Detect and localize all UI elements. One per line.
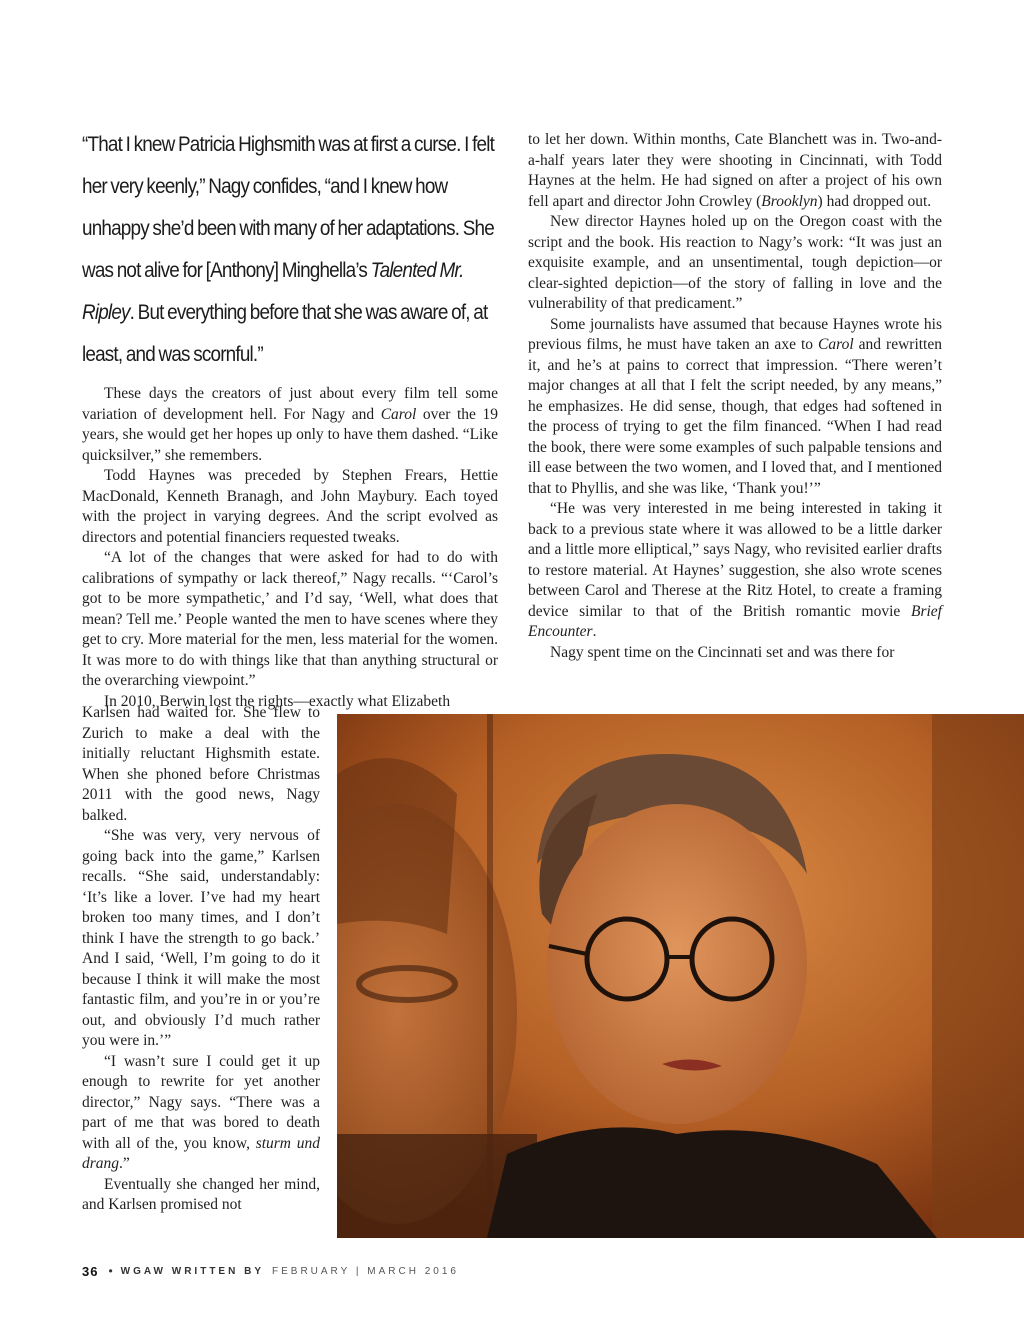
paragraph: Todd Haynes was preceded by Stephen Frears, Hettie MacDonald, Kenneth Branagh, and John Maybury. Each toyed with the project in varying degrees. And the script evolved as directors and potential financiers requested tweaks. <box>82 467 498 546</box>
paragraph: “He was very interested in me being interested in taking it back to a previous state where it was allowed to be a little darker and a little more elliptical,” says Nagy, who revisited earlier drafts to restore material. At Haynes’ suggestion, she also wrote scenes between Carol and Therese at the Ritz Hotel, to create a framing device similar to that of the British romantic movie Brief Encounter. <box>528 500 942 640</box>
portrait-photo <box>337 714 1024 1238</box>
paragraph: Karlsen had waited for. She flew to Zurich to make a deal with the initially reluctant Highsmith estate. When she phoned before Christmas 2011 with the good news, Nagy balked. <box>82 704 320 824</box>
footer-bullet: • <box>108 1264 113 1278</box>
paragraph: “She was very, very nervous of going back into the game,” Karlsen recalls. “She said, understandably: ‘It’s like a lover. I’ve had my heart broken too many times, and I don’t think I have the strength to go back.’ And I said, ‘Well, I’m going to do it because I think it will make the most fantastic film, and you’re in or you’re out, and obviously I’d much rather you were in.’” <box>82 827 320 1049</box>
paragraph: “I wasn’t sure I could get it up enough to rewrite for yet another director,” Nagy says. “There was a part of me that was bored to death with all of the, you know, sturm und drang.” <box>82 1052 320 1172</box>
pull-quote <box>82 124 498 376</box>
paragraph: Nagy spent time on the Cincinnati set and was there for <box>550 643 895 661</box>
page-footer <box>82 1262 459 1280</box>
wrapped-text <box>82 703 320 1216</box>
paragraph: Some journalists have assumed that because Haynes wrote his previous films, he must have taken an axe to Carol and rewritten it, and he’s at pains to correct that impression. “There weren’t major changes at all that I felt the script needed, by any means,” he emphasizes. He did sense, though, that edges had softened in the process of trying to get the film financed. “When I had read the book, there were some examples of such palpable tensions and ill ease between the two women, and I loved that, and I mentioned that to Phyllis, and she was like, ‘Thank you!’” <box>528 315 942 497</box>
paragraph: These days the creators of just about every film tell some variation of development hell. For Nagy and Carol over the 19 years, she would get her hopes up only to have them dashed. “Like quicksilver,” she remembers. <box>82 385 498 464</box>
paragraph: “A lot of the changes that were asked for had to do with calibrations of sympathy or lack thereof,” Nagy recalls. “‘Carol’s got to be more sympathetic,’ and I’d say, ‘Well, what does that mean? Tell me.’ People wanted the men to have scenes where they get to cry. More material for the men, less material for the women. It was more to do with things like that than anything structural or the overarching viewpoint.” <box>82 549 498 689</box>
page-number: 36 <box>82 1263 99 1279</box>
paragraph: In 2010, Berwin lost the rights—exactly what Elizabeth <box>104 692 451 710</box>
pull-quote-text-end: . But everything before that she was aware of, at least, and was scornful.” <box>82 301 488 366</box>
portrait-illustration <box>337 714 1024 1238</box>
paragraph: Eventually she changed her mind, and Karlsen promised not <box>82 1175 320 1213</box>
magazine-name: WGAW WRITTEN BY <box>120 1265 264 1277</box>
issue-date: FEBRUARY | MARCH 2016 <box>272 1265 459 1277</box>
left-column <box>82 124 498 712</box>
pull-quote-film-title: Talented Mr. Ripley <box>82 259 464 324</box>
paragraph: to let her down. Within months, Cate Blanchett was in. Two-and-a-half years later they were shooting in Cincinnati, with Todd Haynes at the helm. He had signed on after a project of his own fell apart and director John Crowley (Brooklyn) had dropped out. <box>528 131 942 210</box>
paragraph: New director Haynes holed up on the Oregon coast with the script and the book. His reaction to Nagy’s work: “It was just an exquisite example, and an unsentimental, tough depiction—or clear-sighted depiction—of the story of falling in love and the vulnerability of that predicament.” <box>528 213 942 312</box>
pull-quote-text: “That I knew Patricia Highsmith was at first a curse. I felt her very keenly,” Nagy confides, “and I knew how unhappy she’d been with many of her adaptations. She was not alive for [Anthony] Minghella’s <box>82 133 495 282</box>
right-column <box>528 130 942 663</box>
